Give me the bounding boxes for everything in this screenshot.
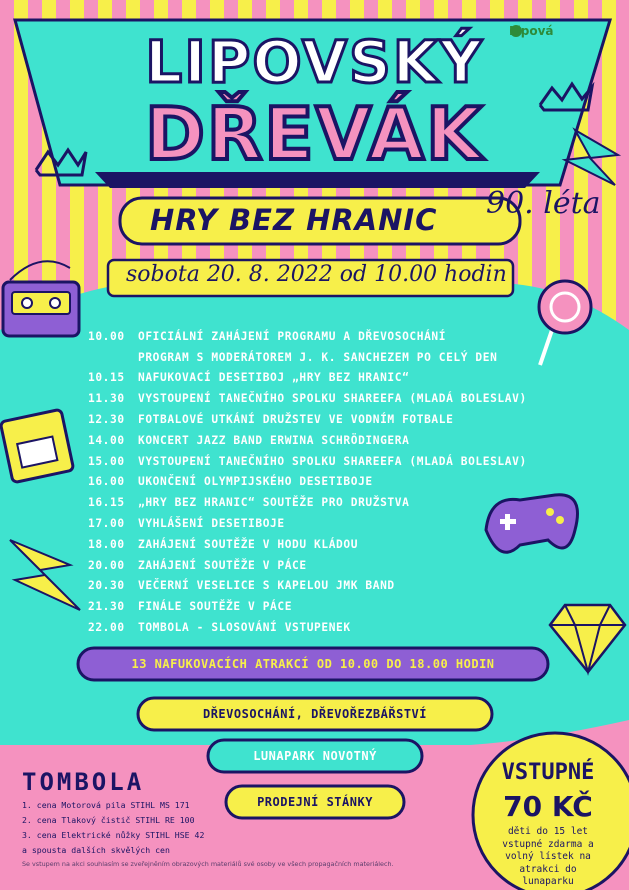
schedule-time: 10.00 [88, 329, 125, 343]
schedule-row [88, 513, 568, 534]
entry-price: 70 KČ [503, 790, 593, 823]
schedule-text: KONCERT JAZZ BAND ERWINA SCHRÖDINGERA [138, 433, 410, 447]
carving-banner: DŘEVOSOCHÁNÍ, DŘEVOŘEZBÁŘSTVÍ [202, 707, 427, 721]
schedule-row [88, 388, 568, 409]
attractions-banner: 13 NAFUKOVACÍCH ATRAKCÍ OD 10.00 DO 18.00 HODIN [131, 657, 495, 671]
schedule-time: 15.00 [88, 454, 125, 468]
schedule-row [88, 492, 568, 513]
schedule-text: PROGRAM S MODERÁTOREM J. K. SANCHEZEM PO CELÝ DEN [138, 350, 498, 364]
schedule-text: UKONČENÍ OLYMPIJSKÉHO DESETIBOJE [138, 475, 373, 489]
schedule-row [88, 347, 568, 368]
prize-item: 3. cena Elektrické nůžky STIHL HSE 42 [22, 830, 205, 840]
schedule-row [88, 534, 568, 555]
schedule-row [88, 430, 568, 451]
schedule-time: 16.00 [88, 475, 125, 489]
schedule-row [88, 472, 568, 493]
schedule-text: TOMBOLA - SLOSOVÁNÍ VSTUPENEK [138, 621, 351, 635]
schedule-text: VYSTOUPENÍ TANEČNÍHO SPOLKU SHAREEFA (MLADÁ BOLESLAV) [138, 454, 527, 468]
prize-item: 2. cena Tlakový čistič STIHL RE 100 [22, 815, 195, 825]
schedule-time: 22.00 [88, 621, 125, 635]
title-line-1: LIPOVSKÝ [145, 28, 484, 96]
schedule-text: OFICIÁLNÍ ZAHÁJENÍ PROGRAMU A DŘEVOSOCHÁNÍ [138, 329, 447, 343]
schedule-time: 11.30 [88, 392, 125, 406]
schedule-time: 20.30 [88, 579, 125, 593]
schedule-time: 10.15 [88, 371, 125, 385]
schedule-time: 20.00 [88, 558, 125, 572]
schedule-text: VYSTOUPENÍ TANEČNÍHO SPOLKU SHAREEFA (MLADÁ BOLESLAV) [138, 392, 527, 406]
schedule-time: 21.30 [88, 600, 125, 614]
floppy-disk-icon [0, 409, 74, 483]
consent-footnote: Se vstupem na akci souhlasím se zveřejněním obrazových materiálů své osoby ve všech propagačních materiálech. [22, 860, 394, 868]
entry-label: VSTUPNÉ [501, 760, 595, 785]
entry-note: děti do 15 let vstupné zdarma a volný lístek na atrakci do lunaparku [502, 826, 594, 887]
decade-label: 90. léta [486, 186, 601, 221]
schedule-text: „HRY BEZ HRANIC“ SOUTĚŽE PRO DRUŽSTVA [138, 496, 410, 510]
tombola-prizes [22, 798, 204, 858]
schedule-text: VEČERNÍ VESELICE S KAPELOU JMK BAND [138, 579, 395, 593]
schedule-row [88, 555, 568, 576]
schedule-row [88, 368, 568, 389]
tombola-title: TOMBOLA [22, 768, 145, 796]
schedule-time: 12.30 [88, 413, 125, 427]
schedule-text: ZAHÁJENÍ SOUTĚŽE V PÁCE [138, 558, 307, 572]
prize-item: a spousta dalších skvělých cen [22, 845, 170, 855]
event-date: sobota 20. 8. 2022 od 10.00 hodin [126, 262, 507, 287]
schedule-row [88, 576, 568, 597]
schedule-text: NAFUKOVACÍ DESETIBOJ „HRY BEZ HRANIC“ [138, 371, 410, 385]
stands-banner: PRODEJNÍ STÁNKY [257, 795, 373, 809]
schedule-time: 14.00 [88, 433, 125, 447]
schedule-row [88, 451, 568, 472]
schedule-text: VYHLÁŠENÍ DESETIBOJE [138, 517, 285, 531]
schedule-row [88, 409, 568, 430]
subtitle: HRY BEZ HRANIC [150, 203, 438, 237]
schedule-text: FOTBALOVÉ UTKÁNÍ DRUŽSTEV VE VODNÍM FOTBALE [138, 413, 454, 427]
schedule-text: ZAHÁJENÍ SOUTĚŽE V HODU KLÁDOU [138, 537, 359, 551]
schedule-row [88, 617, 568, 638]
brand-logo-text: Lipová [509, 24, 554, 38]
schedule-time: 18.00 [88, 537, 125, 551]
lunapark-banner: LUNAPARK NOVOTNÝ [253, 749, 377, 763]
title-line-2: DŘEVÁK [145, 92, 484, 176]
prize-item: 1. cena Motorová pila STIHL MS 171 [22, 800, 190, 810]
schedule-text: FINÁLE SOUTĚŽE V PÁCE [138, 600, 293, 614]
schedule-time: 17.00 [88, 517, 125, 531]
schedule-row [88, 596, 568, 617]
schedule-list [88, 326, 568, 638]
schedule-row [88, 326, 568, 347]
schedule-time: 16.15 [88, 496, 125, 510]
